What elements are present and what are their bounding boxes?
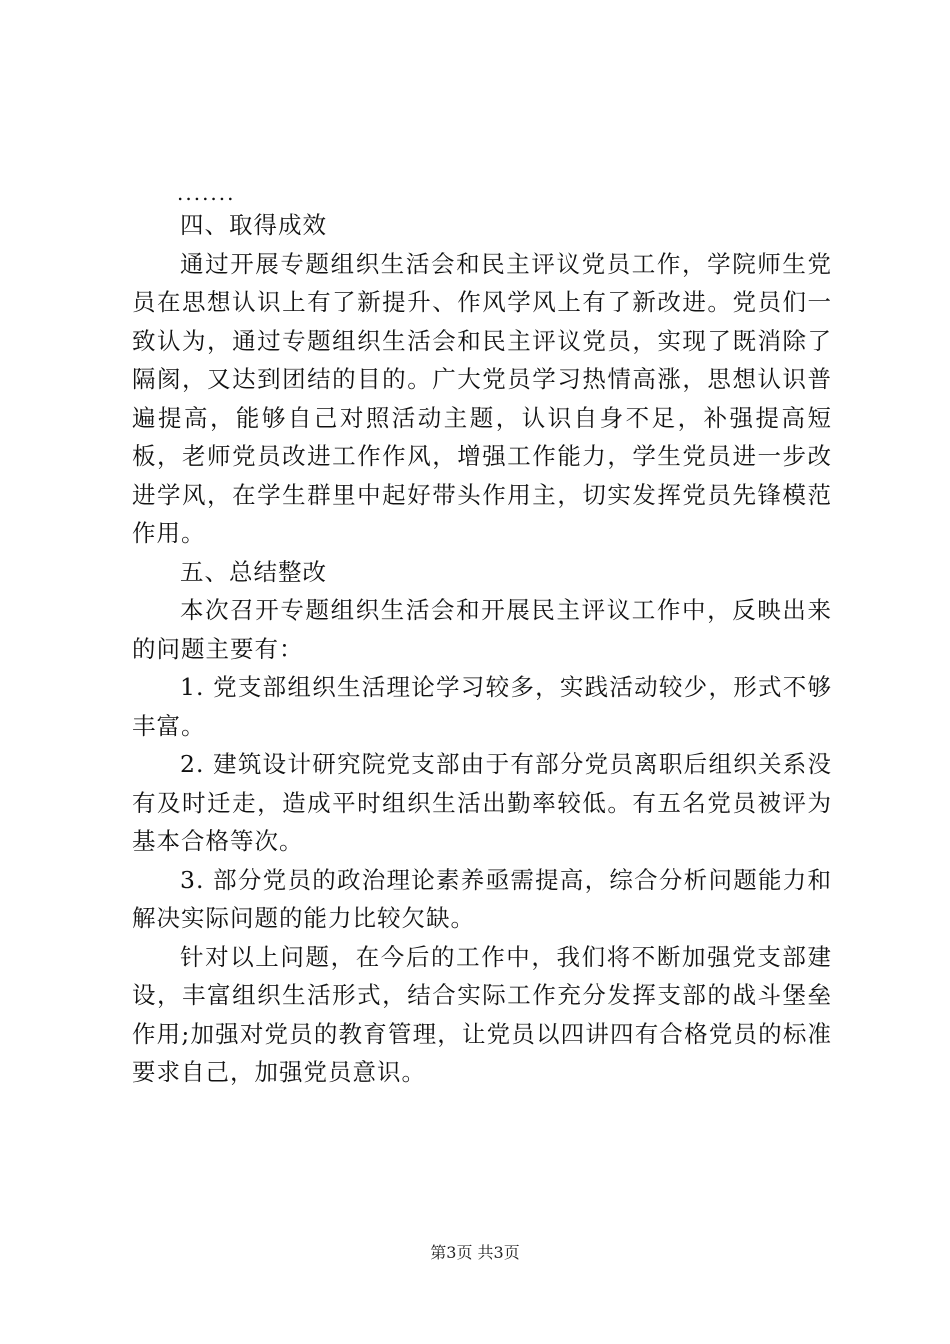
ellipsis-marker: ....... bbox=[177, 181, 236, 205]
closing-paragraph: 针对以上问题，在今后的工作中，我们将不断加强党支部建设，丰富组织生活形式，结合实际工作充分发挥支部的战斗堡垒作用;加强对党员的教育管理，让党员以四讲四有合格党员的标准要求自己，加强党员意识。 bbox=[132, 942, 832, 1086]
section-5-heading: 五、总结整改 bbox=[180, 557, 327, 586]
document-body bbox=[132, 180, 832, 1092]
issue-item-3: 3. 部分党员的政治理论素养亟需提高，综合分析问题能力和解决实际问题的能力比较欠缺。 bbox=[132, 865, 832, 932]
page-number-footer: 第3页 共3页 bbox=[430, 1243, 520, 1262]
section-4-paragraph: 通过开展专题组织生活会和民主评议党员工作，学院师生党员在思想认识上有了新提升、作风学风上有了新改进。党员们一致认为，通过专题组织生活会和民主评议党员，实现了既消除了隔阂，又达到团结的目的。广大党员学习热情高涨，思想认识普遍提高，能够自己对照活动主题，认识自身不足，补强提高短板，老师党员改进工作作风，增强工作能力，学生党员进一步改进学风，在学生群里中起好带头作用主，切实发挥党员先锋模范作用。 bbox=[132, 249, 832, 547]
section-5-intro: 本次召开专题组织生活会和开展民主评议工作中，反映出来的问题主要有： bbox=[132, 596, 832, 663]
section-4-heading: 四、取得成效 bbox=[180, 211, 327, 239]
issue-item-1: 1. 党支部组织生活理论学习较多，实践活动较少，形式不够丰富。 bbox=[132, 673, 832, 740]
issue-item-2: 2. 建筑设计研究院党支部由于有部分党员离职后组织关系没有及时迁走，造成平时组织生活出勤率较低。有五名党员被评为基本合格等次。 bbox=[132, 750, 832, 855]
